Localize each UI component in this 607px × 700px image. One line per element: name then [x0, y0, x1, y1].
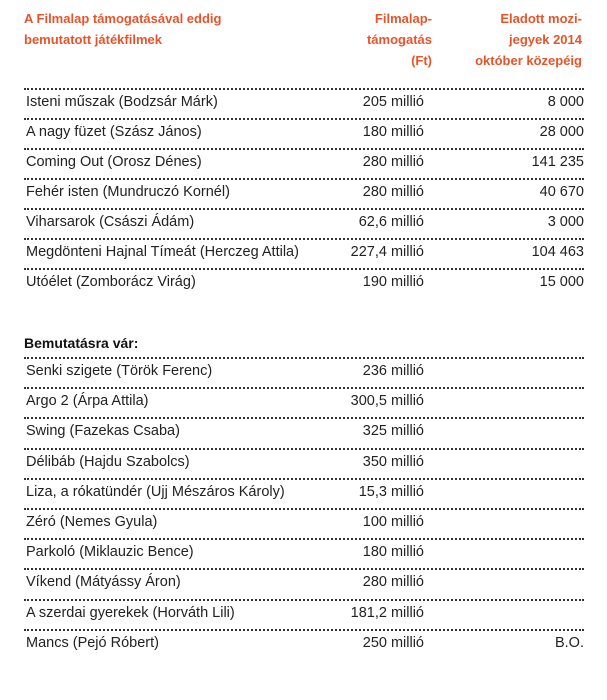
film-title-cell: Senki szigete (Török Ferenc) [26, 363, 213, 379]
film-title-cell: Swing (Fazekas Csaba) [26, 423, 180, 440]
header-tickets [440, 8, 582, 71]
tickets-count-cell: 3 000 [547, 214, 584, 230]
tickets-count-cell: 8 000 [547, 94, 584, 110]
table-row [24, 118, 584, 144]
table-row [24, 268, 584, 294]
film-title-cell: Délibáb (Hajdu Szabolcs) [26, 453, 190, 470]
table-row [24, 538, 584, 564]
film-title-cell: Coming Out (Orosz Dénes) [26, 154, 202, 170]
table-row [24, 88, 584, 114]
header-support [330, 8, 432, 71]
table-row [24, 178, 584, 204]
header-tickets-line: október közepéig [475, 53, 582, 68]
tickets-count-cell: 40 670 [539, 184, 584, 200]
header-support-line: támogatás [366, 32, 432, 47]
support-amount-cell: 325 millió [362, 423, 424, 440]
support-amount-cell: 180 millió [362, 124, 424, 140]
table-row [24, 629, 584, 655]
tickets-count-cell: 141 235 [531, 154, 584, 170]
support-amount-cell: 236 millió [362, 363, 424, 379]
film-title-cell: Argo 2 (Árpa Attila) [26, 393, 149, 410]
support-amount-cell: 227,4 millió [350, 244, 424, 260]
header-tickets-line: Eladott mozi- [500, 11, 582, 26]
tickets-count-cell: 15 000 [539, 274, 584, 290]
table-row [24, 599, 584, 625]
film-title-cell: A nagy füzet (Szász János) [26, 124, 202, 140]
support-amount-cell: 280 millió [362, 574, 424, 591]
table-row [24, 148, 584, 174]
support-amount-cell: 280 millió [362, 184, 424, 200]
support-amount-cell: 62,6 millió [358, 214, 424, 230]
support-amount-cell: 350 millió [362, 453, 424, 470]
table-row [24, 357, 584, 383]
film-title-cell: Zéró (Nemes Gyula) [26, 514, 158, 530]
film-title-cell: Mancs (Pejó Róbert) [26, 634, 159, 651]
header-tickets-line: jegyek 2014 [508, 32, 582, 47]
film-title-cell: Liza, a rókatündér (Ujj Mészáros Károly) [26, 483, 285, 500]
film-title-cell: Viharsarok (Császi Ádám) [26, 214, 195, 230]
table-row [24, 448, 584, 474]
support-amount-cell: 280 millió [362, 154, 424, 170]
film-title-cell: Víkend (Mátyássy Áron) [26, 574, 181, 591]
film-title-cell: Isteni műszak (Bodzsár Márk) [26, 94, 218, 110]
film-title-cell: Fehér isten (Mundruczó Kornél) [26, 184, 230, 200]
support-amount-cell: 100 millió [362, 514, 424, 530]
header-support-line: Filmalap- [374, 11, 432, 26]
header-title-line: A Filmalap támogatásával eddig [24, 11, 222, 26]
film-title-cell: Utóélet (Zomborácz Virág) [26, 274, 196, 290]
support-amount-cell: 181,2 millió [350, 604, 424, 621]
tickets-count-cell: B.O. [554, 634, 584, 651]
table-row [24, 478, 584, 504]
film-title-cell: Megdönteni Hajnal Tímeát (Herczeg Attila) [26, 244, 299, 260]
table-row [24, 508, 584, 534]
tickets-count-cell: 104 463 [531, 244, 584, 260]
support-amount-cell: 300,5 millió [350, 393, 424, 410]
film-title-cell: Parkoló (Miklauzic Bence) [26, 544, 194, 561]
support-amount-cell: 190 millió [362, 274, 424, 290]
support-amount-cell: 15,3 millió [358, 483, 424, 500]
table-row [24, 387, 584, 413]
table-row [24, 238, 584, 264]
support-amount-cell: 205 millió [362, 94, 424, 110]
section-upcoming-label: Bemutatásra vár: [24, 335, 139, 351]
film-title-cell: A szerdai gyerekek (Horváth Lili) [26, 604, 235, 621]
table-row [24, 208, 584, 234]
table-row [24, 568, 584, 594]
header-title [24, 8, 324, 50]
header-support-line: (Ft) [411, 53, 432, 68]
support-amount-cell: 250 millió [362, 634, 424, 651]
header-title-line: bemutatott játékfilmek [24, 32, 162, 47]
tickets-count-cell: 28 000 [539, 124, 584, 140]
support-amount-cell: 180 millió [362, 544, 424, 561]
table-row [24, 417, 584, 443]
